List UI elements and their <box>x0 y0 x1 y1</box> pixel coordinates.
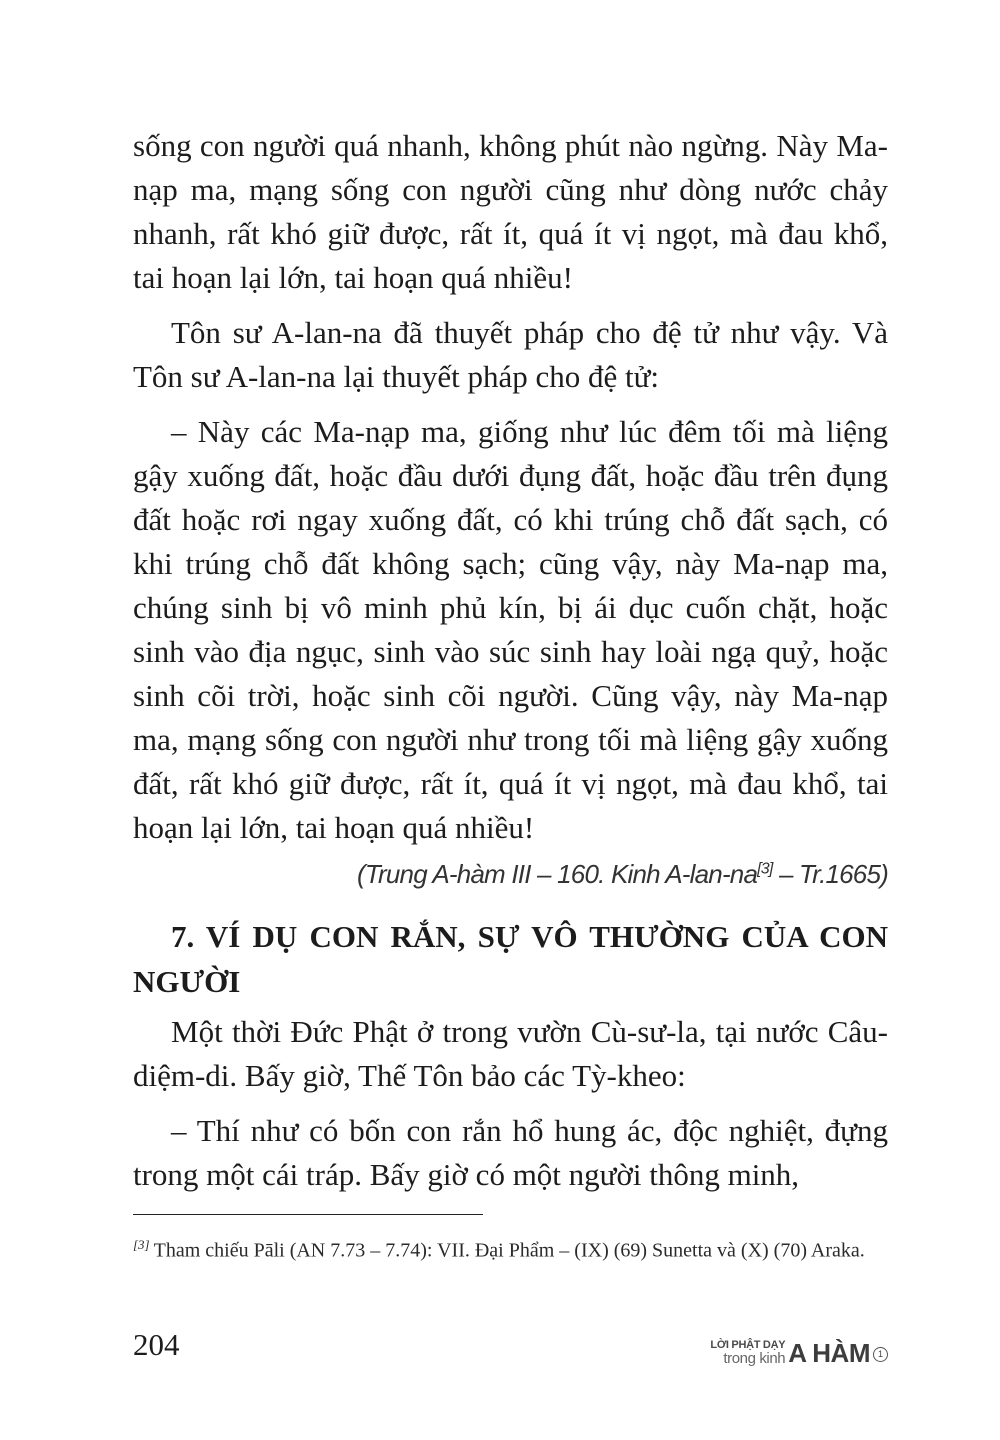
footnote-divider <box>133 1214 483 1215</box>
paragraph: – Này các Ma-nạp ma, giống như lúc đêm tối mà liệng gậy xuống đất, hoặc đầu dưới đụng đất, hoặc đầu trên đụng đất hoặc rơi ngay xuống đất, có khi trúng chỗ đất sạch, có khi trúng chỗ đất không sạch; cũng vậy, này Ma-nạp ma, chúng sinh bị vô minh phủ kín, bị ái dục cuốn chặt, hoặc sinh vào địa ngục, sinh vào súc sinh hay loài ngạ quỷ, hoặc sinh cõi trời, hoặc sinh cõi người. Cũng vậy, này Ma-nạp ma, mạng sống con người như trong tối mà liệng gậy xuống đất, rất khó giữ được, rất ít, quá ít vị ngọt, mà đau khổ, tai hoạn lại lớn, tai hoạn quá nhiều! <box>133 414 888 845</box>
paragraph: Một thời Đức Phật ở trong vườn Cù-sư-la, tại nước Câu-diệm-di. Bấy giờ, Thế Tôn bảo các Tỳ-kheo: <box>133 1014 888 1093</box>
citation-page: – Tr.1665) <box>772 859 888 889</box>
footnote-mark: [3] <box>133 1237 150 1252</box>
main-text <box>133 124 888 1197</box>
paragraph: Tôn sư A-lan-na đã thuyết pháp cho đệ tử như vậy. Và Tôn sư A-lan-na lại thuyết pháp cho đệ tử: <box>133 315 888 394</box>
book-logo-subtitle <box>710 1340 785 1366</box>
section-title: VÍ DỤ CON RẮN, SỰ VÔ THƯỜNG CỦA CON NGƯỜI <box>133 919 888 999</box>
paragraph: sống con người quá nhanh, không phút nào ngừng. Này Ma-nạp ma, mạng sống con người cũng như dòng nước chảy nhanh, rất khó giữ được, rất ít, quá ít vị ngọt, mà đau khổ, tai hoạn lại lớn, tai hoạn quá nhiều! <box>133 128 888 295</box>
book-logo-line-bottom: trong kinh <box>723 1350 786 1367</box>
citation-footnote-ref[interactable]: [3] <box>757 860 773 878</box>
section-heading <box>133 914 888 1004</box>
book-logo <box>710 1326 888 1366</box>
volume-badge-icon: 1 <box>873 1347 888 1362</box>
citation <box>133 854 888 894</box>
book-logo-title: A HÀM <box>788 1338 870 1368</box>
footnote-text: Tham chiếu Pāli (AN 7.73 – 7.74): VII. Đại Phẩm – (IX) (69) Sunetta và (X) (70) Araka. <box>153 1239 865 1262</box>
page-number: 204 <box>133 1327 180 1362</box>
footnote <box>133 1230 888 1266</box>
paragraph: – Thí như có bốn con rắn hổ hung ác, độc nghiệt, đựng trong một cái tráp. Bấy giờ có một người thông minh, <box>133 1113 888 1192</box>
book-logo-line-top: LỜI PHẬT DẠY <box>710 1339 786 1351</box>
section-number: 7. <box>171 919 195 954</box>
citation-text: (Trung A-hàm III – 160. Kinh A-lan-na <box>357 859 758 889</box>
